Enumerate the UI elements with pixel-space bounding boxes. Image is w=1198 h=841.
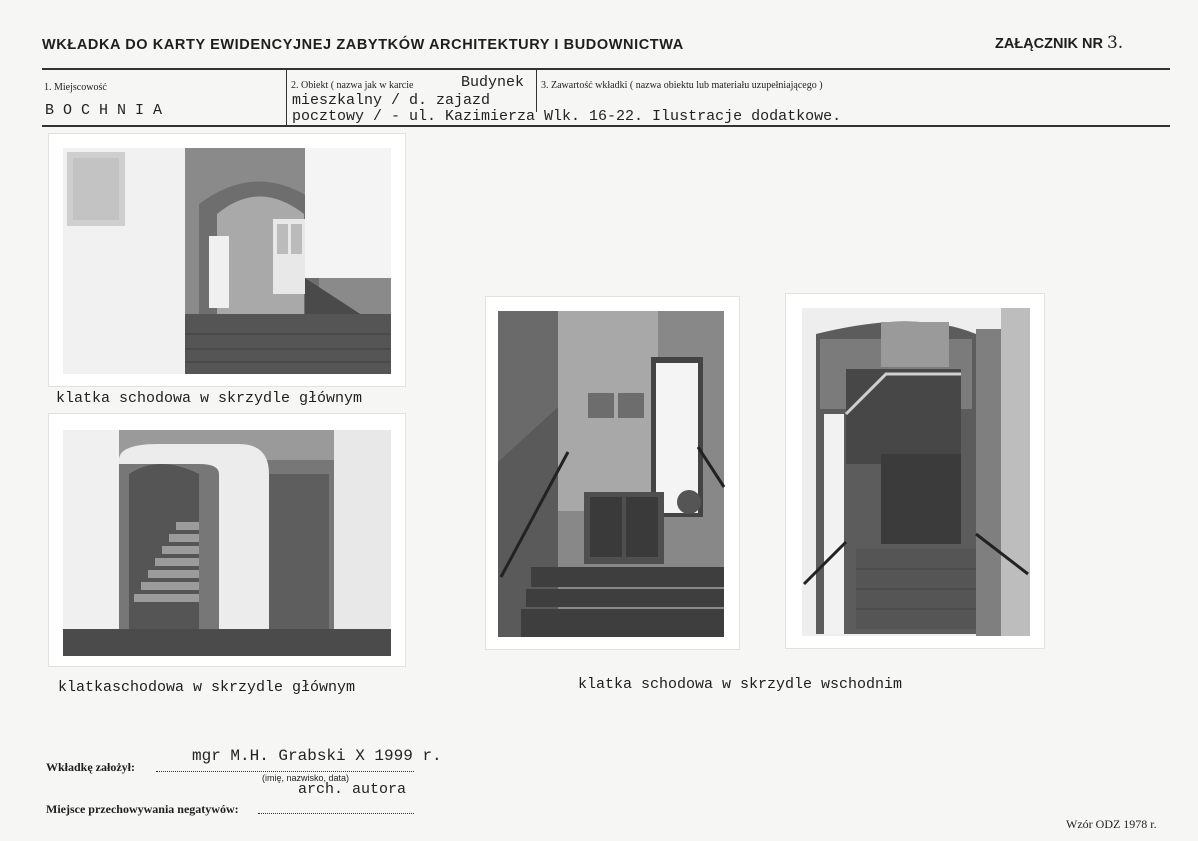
author-hint: (imię, nazwisko, data) [262, 773, 350, 783]
annex-number-value: 3. [1106, 33, 1124, 53]
annex-label: ZAŁĄCZNIK NR [995, 36, 1103, 52]
photo-corridor [49, 134, 405, 386]
negatives-value: arch. autora [298, 781, 407, 798]
field-2-value-2: mieszkalny / d. zajazd [292, 92, 491, 109]
caption-photo-2: klatkaschodowa w skrzydle głównym [58, 679, 356, 696]
photo-east-stair-2 [786, 294, 1044, 648]
negatives-dotted-line [258, 813, 414, 814]
author-value: mgr M.H. Grabski X 1999 r. [192, 747, 442, 765]
field-divider-2 [536, 70, 537, 112]
photo-stair-arch [49, 414, 405, 666]
fields-bottom-rule [42, 125, 1170, 127]
field-3-label: 3. Zawartość wkładki ( nazwa obiektu lub materiału uzupełniającego ) [541, 80, 823, 91]
negatives-label: Miejsce przechowywania negatywów: [46, 802, 239, 816]
form-id: Wzór ODZ 1978 r. [1066, 817, 1157, 831]
annex-number [995, 33, 1123, 53]
field-2-label: 2. Obiekt ( nazwa jak w karcie [291, 80, 414, 91]
caption-photo-1: klatka schodowa w skrzydle głównym [56, 390, 363, 407]
field-1-value: BOCHNIA [45, 102, 172, 119]
field-2-value-3: pocztowy / - ul. Kazimierza Wlk. 16-22. Ilustracje dodatkowe. [292, 108, 842, 125]
photo-east-stair-1 [486, 297, 739, 649]
top-rule [42, 68, 1170, 70]
form-title: WKŁADKA DO KARTY EWIDENCYJNEJ ZABYTKÓW ARCHITEKTURY I BUDOWNICTWA [42, 37, 684, 53]
field-2-value-1: Budynek [461, 74, 525, 91]
caption-photos-3-4: klatka schodowa w skrzydle wschodnim [578, 676, 903, 693]
field-divider-1 [286, 70, 287, 125]
author-dotted-line [156, 771, 414, 772]
author-label: Wkładkę założył: [46, 760, 135, 774]
field-1-label: 1. Miejscowość [44, 82, 107, 93]
